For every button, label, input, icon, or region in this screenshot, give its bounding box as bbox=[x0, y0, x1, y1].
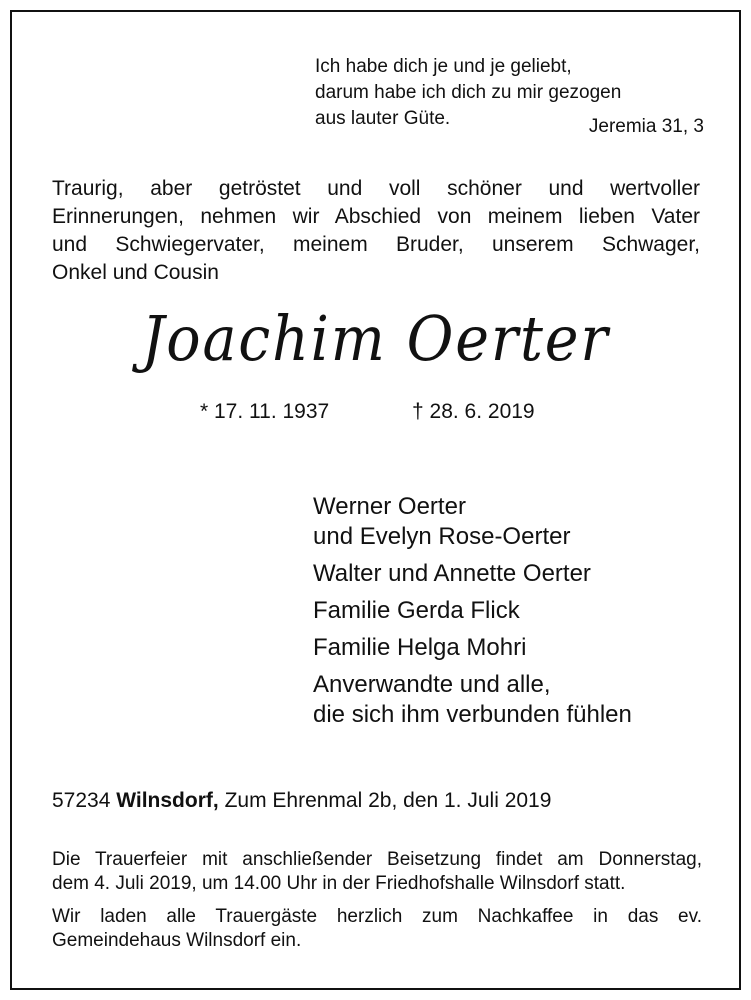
mourner-line: Werner Oerter bbox=[313, 493, 466, 520]
mourner-entry bbox=[313, 633, 632, 663]
coffee-line-1: Wir laden alle Trauergäste herzlich zum Nachkaffee in das ev. bbox=[52, 906, 702, 927]
verse-line-1: Ich habe dich je und je geliebt, bbox=[315, 56, 572, 77]
mourner-line: Anverwandte und alle, bbox=[313, 671, 551, 698]
birth-date: * 17. 11. 1937 bbox=[200, 400, 330, 423]
mourner-entry bbox=[313, 670, 632, 730]
address-date: Zum Ehrenmal 2b, den 1. Juli 2019 bbox=[224, 789, 552, 812]
intro-line-3: und Schwiegervater, meinem Bruder, unserem Schwager, bbox=[52, 233, 700, 256]
postal-code: 57234 bbox=[52, 789, 111, 812]
intro-line-4: Onkel und Cousin bbox=[52, 261, 219, 284]
mourners-list bbox=[313, 492, 632, 737]
verse-line-2: darum habe ich dich zu mir gezogen bbox=[315, 82, 622, 103]
intro-line-1: Traurig, aber getröstet und voll schöner und wertvoller bbox=[52, 177, 700, 200]
verse-reference: Jeremia 31, 3 bbox=[588, 116, 704, 137]
death-date: † 28. 6. 2019 bbox=[412, 400, 535, 423]
funeral-notice bbox=[52, 848, 702, 896]
mourner-entry bbox=[313, 596, 632, 626]
obituary-frame bbox=[10, 10, 741, 990]
deceased-name: Joachim Oerter bbox=[141, 302, 610, 375]
verse-line-3: aus lauter Güte. bbox=[315, 108, 451, 129]
mourner-line: Walter und Annette Oerter bbox=[313, 560, 591, 587]
funeral-line-2: dem 4. Juli 2019, um 14.00 Uhr in der Friedhofshalle Wilnsdorf statt. bbox=[52, 873, 626, 894]
mourner-line: Familie Gerda Flick bbox=[313, 597, 520, 624]
mourner-line: die sich ihm verbunden fühlen bbox=[313, 701, 632, 728]
funeral-line-1: Die Trauerfeier mit anschließender Beisetzung findet am Donnerstag, bbox=[52, 849, 702, 870]
intro-paragraph bbox=[52, 175, 700, 287]
mourner-entry bbox=[313, 559, 632, 589]
place-date-line bbox=[52, 789, 551, 813]
mourner-entry bbox=[313, 492, 632, 552]
coffee-notice bbox=[52, 905, 702, 953]
mourner-line: und Evelyn Rose-Oerter bbox=[313, 523, 571, 550]
town-name: Wilnsdorf, bbox=[116, 789, 219, 812]
coffee-line-2: Gemeindehaus Wilnsdorf ein. bbox=[52, 930, 302, 951]
mourner-line: Familie Helga Mohri bbox=[313, 634, 527, 661]
intro-line-2: Erinnerungen, nehmen wir Abschied von meinem lieben Vater bbox=[52, 205, 700, 228]
